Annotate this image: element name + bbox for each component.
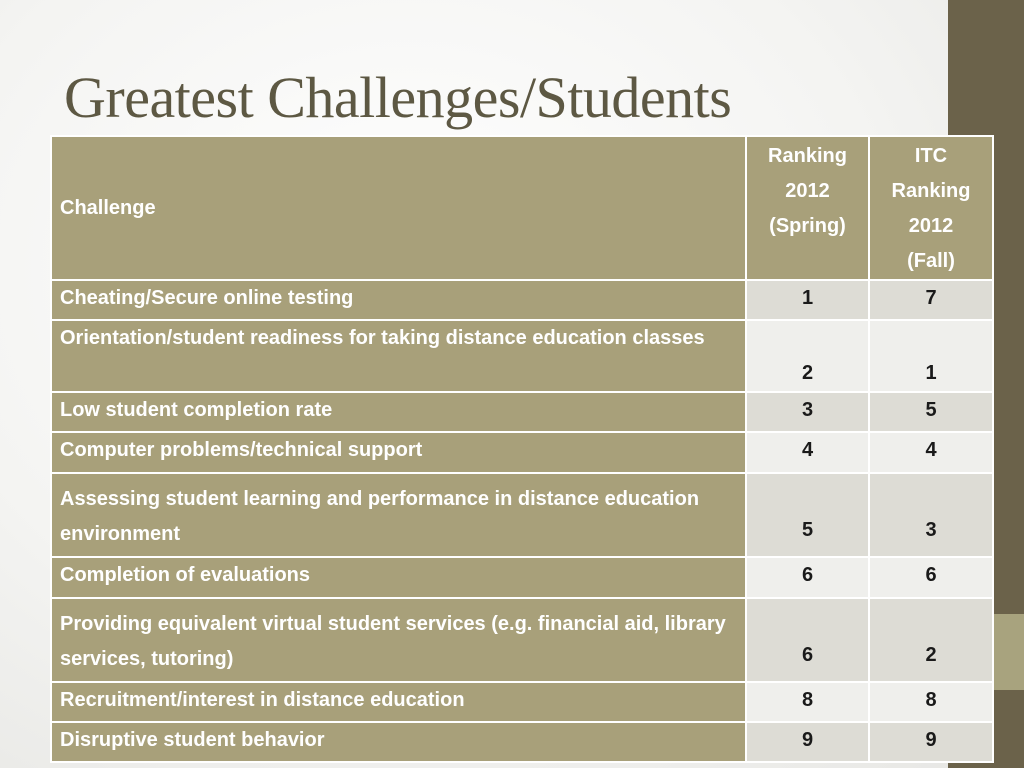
ranking-spring-cell: 1	[746, 280, 869, 320]
challenge-cell	[51, 598, 746, 682]
header-itc-fall	[869, 136, 993, 280]
side-band-accent	[992, 614, 1024, 690]
itc-fall-cell: 9	[869, 722, 993, 762]
table-header-row	[51, 136, 993, 280]
ranking-spring-cell: 9	[746, 722, 869, 762]
header-line: Ranking	[891, 180, 971, 202]
table-row	[51, 682, 993, 722]
itc-fall-cell: 6	[869, 557, 993, 598]
challenge-cell	[51, 392, 746, 432]
challenge-text: Completion of evaluations	[60, 564, 311, 586]
table-row	[51, 432, 993, 473]
challenge-text: Disruptive student behavior	[60, 729, 325, 751]
challenge-text: Cheating/Secure online testing	[60, 287, 354, 309]
itc-fall-cell: 8	[869, 682, 993, 722]
header-challenge: Challenge	[51, 136, 746, 280]
challenge-text: Orientation/student readiness for taking distance education classes	[60, 327, 705, 349]
table-row	[51, 320, 993, 392]
challenge-text: Assessing student learning and performance in distance education environment	[60, 488, 700, 545]
challenge-text: Providing equivalent virtual student services (e.g. financial aid, library services, tutoring)	[60, 613, 726, 670]
header-line: (Spring)	[769, 215, 846, 237]
slide-title: Greatest Challenges/Students	[64, 65, 732, 130]
ranking-spring-cell: 6	[746, 557, 869, 598]
header-line: 2012	[908, 215, 954, 237]
itc-fall-cell: 2	[869, 598, 993, 682]
challenge-cell	[51, 432, 746, 473]
table-row	[51, 280, 993, 320]
challenge-cell	[51, 722, 746, 762]
challenges-table	[50, 135, 994, 763]
header-ranking-spring	[746, 136, 869, 280]
challenge-text: Computer problems/technical support	[60, 439, 423, 461]
itc-fall-cell: 4	[869, 432, 993, 473]
ranking-spring-cell: 4	[746, 432, 869, 473]
challenge-cell	[51, 682, 746, 722]
table-row	[51, 557, 993, 598]
header-line: (Fall)	[907, 250, 955, 272]
itc-fall-cell: 3	[869, 473, 993, 557]
table-row	[51, 598, 993, 682]
challenge-cell	[51, 280, 746, 320]
table-row	[51, 722, 993, 762]
ranking-spring-cell: 3	[746, 392, 869, 432]
header-line: Ranking	[768, 145, 847, 167]
ranking-spring-cell: 5	[746, 473, 869, 557]
itc-fall-cell: 7	[869, 280, 993, 320]
itc-fall-cell: 1	[869, 320, 993, 392]
ranking-spring-cell: 6	[746, 598, 869, 682]
ranking-spring-cell: 2	[746, 320, 869, 392]
header-line: 2012	[785, 180, 830, 202]
challenge-cell	[51, 557, 746, 598]
challenge-cell	[51, 320, 746, 392]
table-row	[51, 392, 993, 432]
header-line: ITC	[914, 145, 948, 167]
ranking-spring-cell: 8	[746, 682, 869, 722]
itc-fall-cell: 5	[869, 392, 993, 432]
challenge-text: Low student completion rate	[60, 399, 333, 421]
challenge-text: Recruitment/interest in distance education	[60, 689, 465, 711]
challenge-cell	[51, 473, 746, 557]
table-row	[51, 473, 993, 557]
